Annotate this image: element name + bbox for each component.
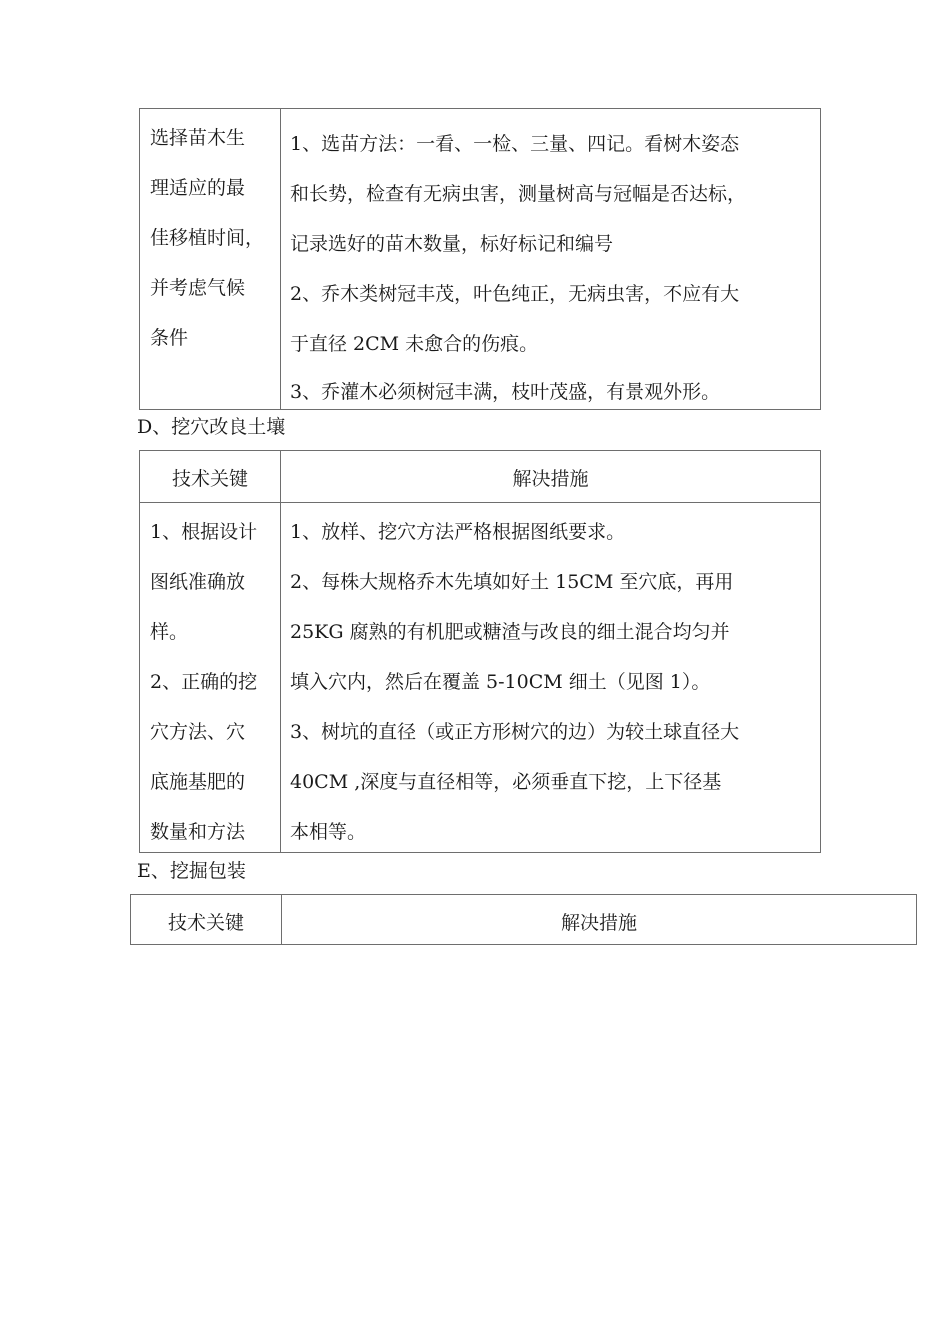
header-divider: [140, 502, 820, 503]
key-line: 图纸准确放: [150, 571, 246, 593]
table-pit-digging: [139, 450, 821, 853]
measure-line: 25KG 腐熟的有机肥或糖渣与改良的细土混合均匀并: [290, 621, 730, 643]
section-heading-e: E、挖掘包装: [137, 860, 246, 882]
table-tree-selection: [139, 108, 821, 410]
key-line: 条件: [150, 327, 189, 349]
key-line: 理适应的最: [150, 177, 246, 199]
measure-line: 本相等。: [290, 821, 367, 843]
key-line: 底施基肥的: [150, 771, 246, 793]
measure-line: 1、放样、挖穴方法严格根据图纸要求。: [290, 521, 626, 543]
table-digging-packing: [130, 894, 917, 945]
key-line: 数量和方法: [150, 821, 246, 843]
key-line: 穴方法、穴: [150, 721, 246, 743]
header-key: 技术关键: [171, 468, 248, 490]
measure-line: 2、每株大规格乔木先填如好土 15CM 至穴底，再用: [290, 571, 734, 593]
header-key: 技术关键: [167, 912, 244, 934]
column-divider: [280, 109, 281, 409]
header-measure: 解决措施: [512, 468, 589, 490]
measure-line: 1、选苗方法：一看、一检、三量、四记。看树木姿态: [290, 133, 740, 155]
measure-line: 3、树坑的直径（或正方形树穴的边）为较土球直径大: [290, 721, 740, 743]
measure-line: 和长势，检查有无病虫害，测量树高与冠幅是否达标，: [290, 183, 747, 205]
key-line: 1、根据设计: [150, 521, 258, 543]
key-line: 并考虑气候: [150, 277, 246, 299]
measure-line: 2、乔木类树冠丰茂，叶色纯正，无病虫害，不应有大: [290, 283, 740, 305]
header-measure: 解决措施: [560, 912, 637, 934]
key-line: 选择苗木生: [150, 127, 246, 149]
measure-line: 于直径 2CM 未愈合的伤痕。: [290, 333, 539, 355]
key-line: 佳移植时间，: [150, 227, 265, 249]
measure-line: 3、乔灌木必须树冠丰满，枝叶茂盛，有景观外形。: [290, 381, 721, 403]
key-line: 2、正确的挖: [150, 671, 258, 693]
column-divider: [280, 451, 281, 852]
measure-line: 填入穴内，然后在覆盖 5-10CM 细土（见图 1）。: [290, 671, 711, 693]
measure-line: 记录选好的苗木数量，标好标记和编号: [290, 233, 614, 255]
key-line: 样。: [150, 621, 189, 643]
measure-line: 40CM ,深度与直径相等，必须垂直下挖，上下径基: [290, 771, 722, 793]
section-heading-d: D、挖穴改良土壤: [137, 416, 286, 438]
